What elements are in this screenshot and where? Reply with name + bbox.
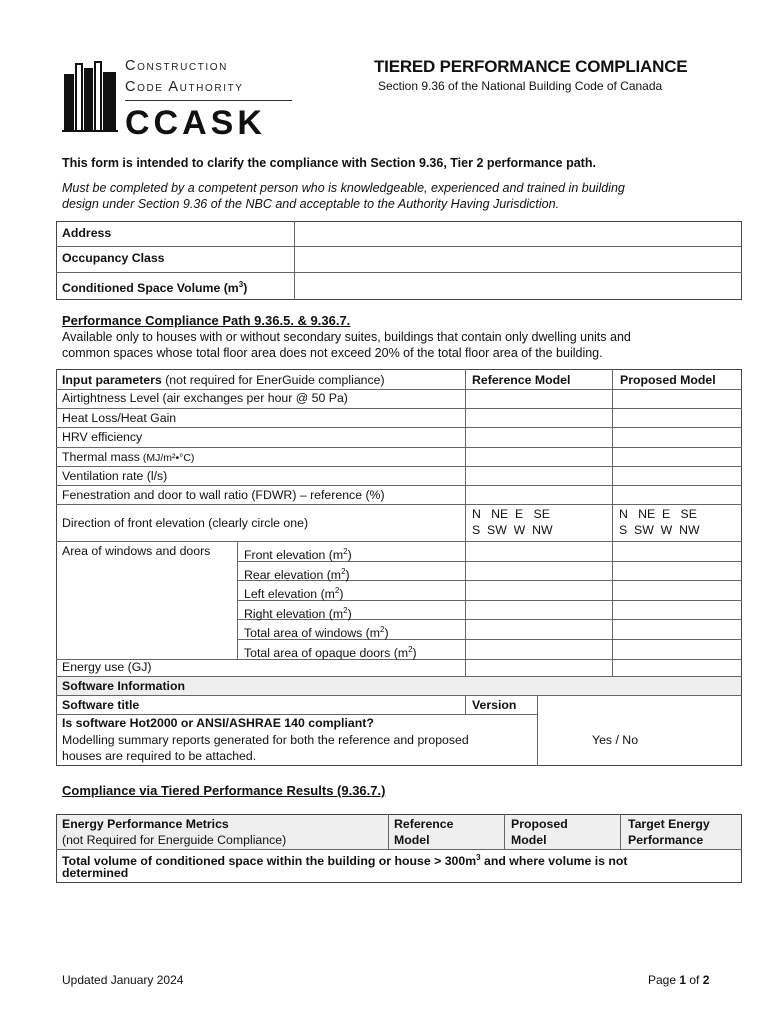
tier-target-header-2: Performance <box>628 833 704 847</box>
thermal-mass-label: Thermal mass (MJ/m²•°C) <box>62 450 195 464</box>
address-field[interactable] <box>296 223 740 245</box>
input-params-header: Input parameters (not required for EnerGuide compliance) <box>62 373 385 387</box>
intro-bold: This form is intended to clarify the compliance with Section 9.36, Tier 2 performance path. <box>62 156 596 170</box>
proposed-model-header: Proposed Model <box>620 373 716 387</box>
modelling-note-1: Modelling summary reports generated for both the reference and proposed <box>62 733 469 747</box>
reference-model-header: Reference Model <box>472 373 571 387</box>
compliant-question: Is software Hot2000 or ANSI/ASHRAE 140 compliant? <box>62 716 374 730</box>
total-volume-line-1: Total volume of conditioned space within the building or house > $300m^3$ and where volume is not <box>62 853 628 869</box>
path-section-title: Performance Compliance Path 9.36.5. & 9.36.7. <box>62 313 351 328</box>
energy-use-label: Energy use (GJ) <box>62 660 152 674</box>
ref-direction-row1[interactable]: N NE E SE <box>472 507 550 521</box>
tier-ref-header-2: Model <box>394 833 430 847</box>
occupancy-field[interactable] <box>296 248 740 270</box>
occupancy-label: Occupancy Class <box>62 251 165 265</box>
volume-label: Conditioned Space Volume $(m^3)$ <box>62 280 248 296</box>
airtightness-label: Airtightness Level (air exchanges per hour @ 50 Pa) <box>62 391 348 405</box>
software-info-label: Software Information <box>62 679 185 693</box>
building-logo-icon <box>62 60 118 132</box>
intro-italic-1: Must be completed by a competent person who is knowledgeable, experienced and trained in building <box>62 181 625 195</box>
software-title-label: Software title <box>62 698 140 712</box>
front-elevation-label: Front elevation $(m^2)$ <box>244 547 352 563</box>
logo-line-1: Construction <box>125 58 229 74</box>
logo-divider <box>125 100 292 101</box>
energy-metrics-note: (not Required for Energuide Compliance) <box>62 833 287 847</box>
modelling-note-2: houses are required to be attached. <box>62 749 257 763</box>
prop-direction-row1[interactable]: N NE E SE <box>619 507 697 521</box>
tier-target-header-1: Target Energy <box>628 817 710 831</box>
ref-direction-row2[interactable]: S SW W NW <box>472 523 553 537</box>
footer-updated: Updated January 2024 <box>62 973 184 987</box>
path-desc-1: Available only to houses with or without secondary suites, buildings that contain only dwelling units and <box>62 330 631 344</box>
version-label: Version <box>472 698 517 712</box>
logo-acronym: CCASK <box>125 104 266 142</box>
tier-ref-header-1: Reference <box>394 817 454 831</box>
page-subtitle: Section 9.36 of the National Building Code of Canada <box>378 79 663 93</box>
address-label: Address <box>62 226 112 240</box>
page-title: TIERED PERFORMANCE COMPLIANCE <box>374 57 688 76</box>
volume-field[interactable] <box>296 274 740 298</box>
footer-page-number: Page 1 of 2 <box>648 973 710 987</box>
tier-prop-header-1: Proposed <box>511 817 568 831</box>
logo-line-2: Code Authority <box>125 79 244 95</box>
yes-no-option[interactable]: Yes / No <box>592 733 639 747</box>
prop-direction-row2[interactable]: S SW W NW <box>619 523 700 537</box>
ventilation-label: Ventilation rate (l/s) <box>62 469 168 483</box>
path-desc-2: common spaces whose total floor area does not exceed 20% of the total floor area of the building. <box>62 346 603 360</box>
perf-table-border <box>56 369 742 766</box>
fdwr-label: Fenestration and door to wall ratio (FDWR) – reference (%) <box>62 488 385 502</box>
rear-elevation-label: Rear elevation $(m^2)$ <box>244 567 350 583</box>
energy-metrics-header: Energy Performance Metrics <box>62 817 229 831</box>
total-doors-label: Total area of opaque doors $(m^2)$ <box>244 645 417 661</box>
left-elevation-label: Left elevation $(m^2)$ <box>244 586 344 602</box>
heatloss-label: Heat Loss/Heat Gain <box>62 411 177 425</box>
right-elevation-label: Right elevation $(m^2)$ <box>244 606 352 622</box>
direction-label: Direction of front elevation (clearly circle one) <box>62 516 309 530</box>
tier-section-title: Compliance via Tiered Performance Results (9.36.7.) <box>62 783 386 798</box>
intro-italic-2: design under Section 9.36 of the NBC and acceptable to the Authority Having Jurisdiction. <box>62 197 560 211</box>
tier-prop-header-2: Model <box>511 833 547 847</box>
hrv-label: HRV efficiency <box>62 430 143 444</box>
area-windows-doors-label: Area of windows and doors <box>62 544 211 558</box>
total-volume-line-2: determined <box>62 866 129 880</box>
total-windows-label: Total area of windows $(m^2)$ <box>244 625 389 641</box>
